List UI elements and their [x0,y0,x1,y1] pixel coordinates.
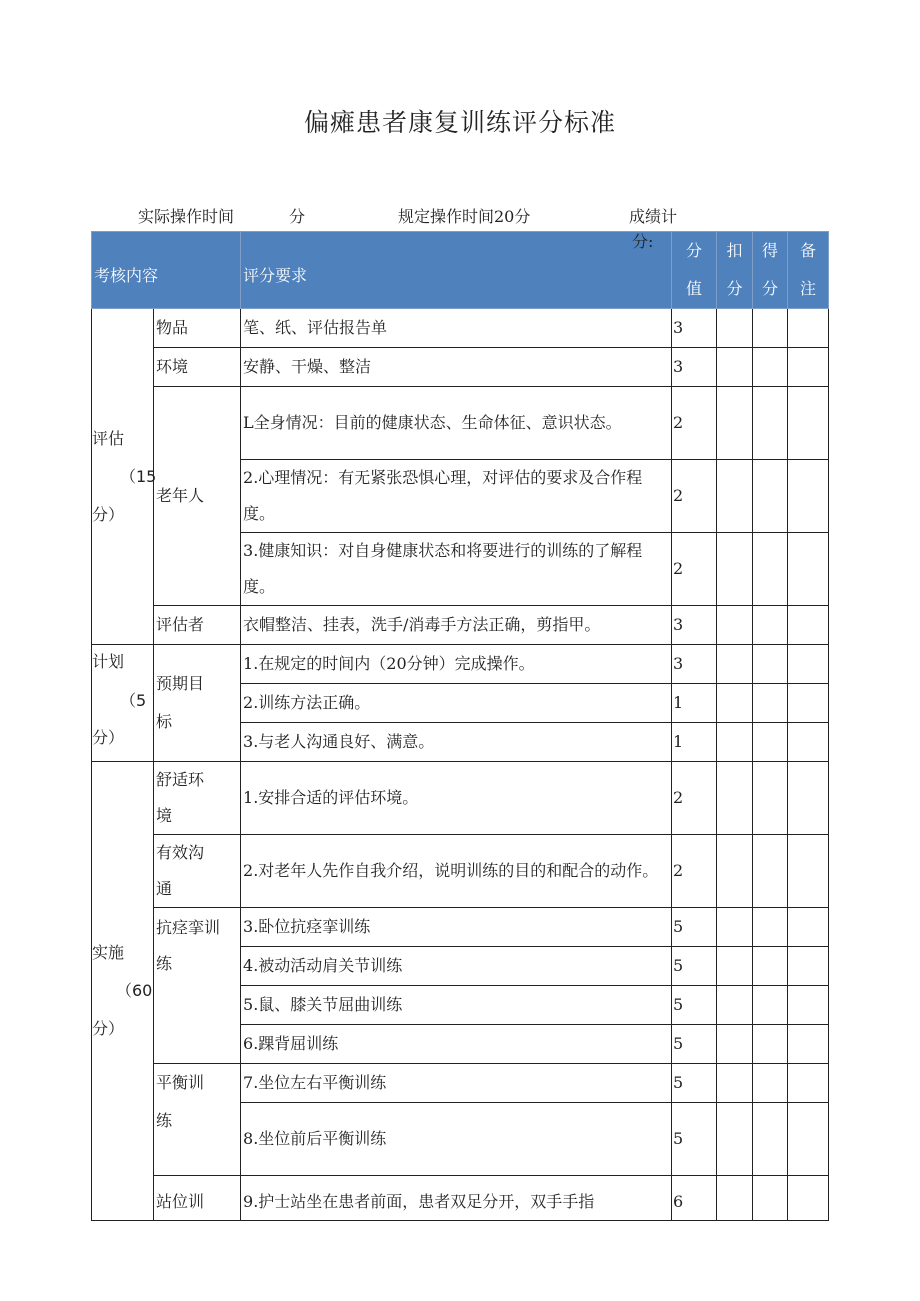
score-cell: 1 [672,684,717,723]
deduct-cell[interactable] [717,645,753,684]
remark-cell[interactable] [788,460,829,533]
remark-cell[interactable] [788,348,829,387]
sub-balance: 平衡训练 [154,1064,241,1176]
score-cell: 3 [672,606,717,645]
gain-cell[interactable] [753,533,788,606]
section-plan: 计划 （5 分） [92,645,154,762]
gain-cell[interactable] [753,723,788,762]
sub-assessor: 评估者 [154,606,241,645]
table-row [92,387,829,460]
gain-cell[interactable] [753,1103,788,1176]
remark-cell[interactable] [788,1064,829,1103]
actual-time-label: 实际操作时间 [138,207,235,226]
score-cell: 3 [672,348,717,387]
requirement-cell: 9.护士站坐在患者前面，患者双足分开，双手手指 [241,1176,672,1221]
remark-cell[interactable] [788,1176,829,1221]
score-cell: 6 [672,1176,717,1221]
deduct-cell[interactable] [717,309,753,348]
sub-items: 物品 [154,309,241,348]
remark-cell[interactable] [788,645,829,684]
score-label-cont: 分: [632,232,654,251]
gain-cell[interactable] [753,947,788,986]
scoring-table [91,231,829,1221]
score-cell: 5 [672,1103,717,1176]
requirement-cell: 3.健康知识：对自身健康状态和将要进行的训练的了解程度。 [241,533,672,606]
deduct-cell[interactable] [717,723,753,762]
score-cell: 3 [672,645,717,684]
actual-time-unit: 分 [289,207,306,226]
remark-cell[interactable] [788,387,829,460]
deduct-cell[interactable] [717,387,753,460]
remark-cell[interactable] [788,684,829,723]
deduct-cell[interactable] [717,533,753,606]
score-cell: 2 [672,387,717,460]
gain-cell[interactable] [753,348,788,387]
requirement-cell: 7.坐位左右平衡训练 [241,1064,672,1103]
sub-stand: 站位训 [154,1176,241,1221]
remark-cell[interactable] [788,533,829,606]
gain-cell[interactable] [753,309,788,348]
deduct-cell[interactable] [717,1103,753,1176]
section-assess: 评估 （15 分） [92,309,154,645]
table-row [92,309,829,348]
score-cell: 5 [672,908,717,947]
requirement-cell: 6.踝背屈训练 [241,1025,672,1064]
remark-cell[interactable] [788,908,829,947]
remark-cell[interactable] [788,309,829,348]
gain-cell[interactable] [753,684,788,723]
remark-cell[interactable] [788,606,829,645]
requirement-cell: 2.训练方法正确。 [241,684,672,723]
requirement-cell: 3.卧位抗痉挛训练 [241,908,672,947]
deduct-cell[interactable] [717,1025,753,1064]
gain-cell[interactable] [753,762,788,835]
remark-cell[interactable] [788,723,829,762]
deduct-cell[interactable] [717,986,753,1025]
page-title: 偏瘫患者康复训练评分标准 [303,108,616,137]
table-row [92,606,829,645]
sub-elder: 老年人 [154,387,241,606]
score-cell: 2 [672,762,717,835]
table-row [92,835,829,908]
remark-cell[interactable] [788,947,829,986]
gain-cell[interactable] [753,606,788,645]
gain-cell[interactable] [753,835,788,908]
header-gain: 得 分 [753,232,788,309]
requirement-cell: 笔、纸、评估报告单 [241,309,672,348]
deduct-cell[interactable] [717,606,753,645]
gain-cell[interactable] [753,1176,788,1221]
remark-cell[interactable] [788,835,829,908]
score-cell: 5 [672,986,717,1025]
score-cell: 2 [672,533,717,606]
deduct-cell[interactable] [717,1064,753,1103]
deduct-cell[interactable] [717,460,753,533]
deduct-cell[interactable] [717,947,753,986]
header-remark: 备 注 [788,232,829,309]
requirement-cell: 1.在规定的时间内（20分钟）完成操作。 [241,645,672,684]
header-requirement: 评分要求 [241,232,672,309]
sub-comfort: 舒适环境 [154,762,241,835]
remark-cell[interactable] [788,1025,829,1064]
requirement-cell: 2.心理情况：有无紧张恐惧心理，对评估的要求及合作程度。 [241,460,672,533]
header-score-value: 分 值 [672,232,717,309]
gain-cell[interactable] [753,908,788,947]
table-row [92,348,829,387]
deduct-cell[interactable] [717,908,753,947]
sub-communicate: 有效沟通 [154,835,241,908]
section-implement: 实施 （60 分） [92,762,154,1221]
table-row [92,1064,829,1103]
table-row [92,762,829,835]
deduct-cell[interactable] [717,684,753,723]
gain-cell[interactable] [753,460,788,533]
requirement-cell: 4.被动活动肩关节训练 [241,947,672,986]
gain-cell[interactable] [753,986,788,1025]
deduct-cell[interactable] [717,348,753,387]
gain-cell[interactable] [753,387,788,460]
requirement-cell: 3.与老人沟通良好、满意。 [241,723,672,762]
table-row [92,1176,829,1221]
requirement-cell: 1.安排合适的评估环境。 [241,762,672,835]
score-cell: 5 [672,1064,717,1103]
score-cell: 1 [672,723,717,762]
table-row [92,908,829,947]
remark-cell[interactable] [788,986,829,1025]
requirement-cell: 5.鼠、膝关节屈曲训练 [241,986,672,1025]
table-header [92,232,829,309]
deduct-cell[interactable] [717,1176,753,1221]
score-cell: 3 [672,309,717,348]
header-item: 考核内容 [92,232,241,309]
requirement-cell: 2.对老年人先作自我介绍，说明训练的目的和配合的动作。 [241,835,672,908]
remark-cell[interactable] [788,762,829,835]
score-cell: 2 [672,460,717,533]
sub-goal: 预期目标 [154,645,241,762]
sub-env: 环境 [154,348,241,387]
requirement-cell: 衣帽整洁、挂表，洗手/消毒手方法正确，剪指甲。 [241,606,672,645]
score-cell: 5 [672,1025,717,1064]
deduct-cell[interactable] [717,762,753,835]
remark-cell[interactable] [788,1103,829,1176]
sub-antispasm: 抗痉挛训练 [154,908,241,1064]
requirement-cell: 安静、干燥、整洁 [241,348,672,387]
gain-cell[interactable] [753,1025,788,1064]
requirement-cell: L全身情况：目前的健康状态、生命体征、意识状态。 [241,387,672,460]
gain-cell[interactable] [753,645,788,684]
table-row [92,645,829,684]
required-time-label: 规定操作时间20分 [398,207,531,226]
header-deduct: 扣 分 [717,232,753,309]
requirement-cell: 8.坐位前后平衡训练 [241,1103,672,1176]
gain-cell[interactable] [753,1064,788,1103]
score-cell: 5 [672,947,717,986]
score-label: 成绩计 [629,207,678,226]
deduct-cell[interactable] [717,835,753,908]
score-cell: 2 [672,835,717,908]
